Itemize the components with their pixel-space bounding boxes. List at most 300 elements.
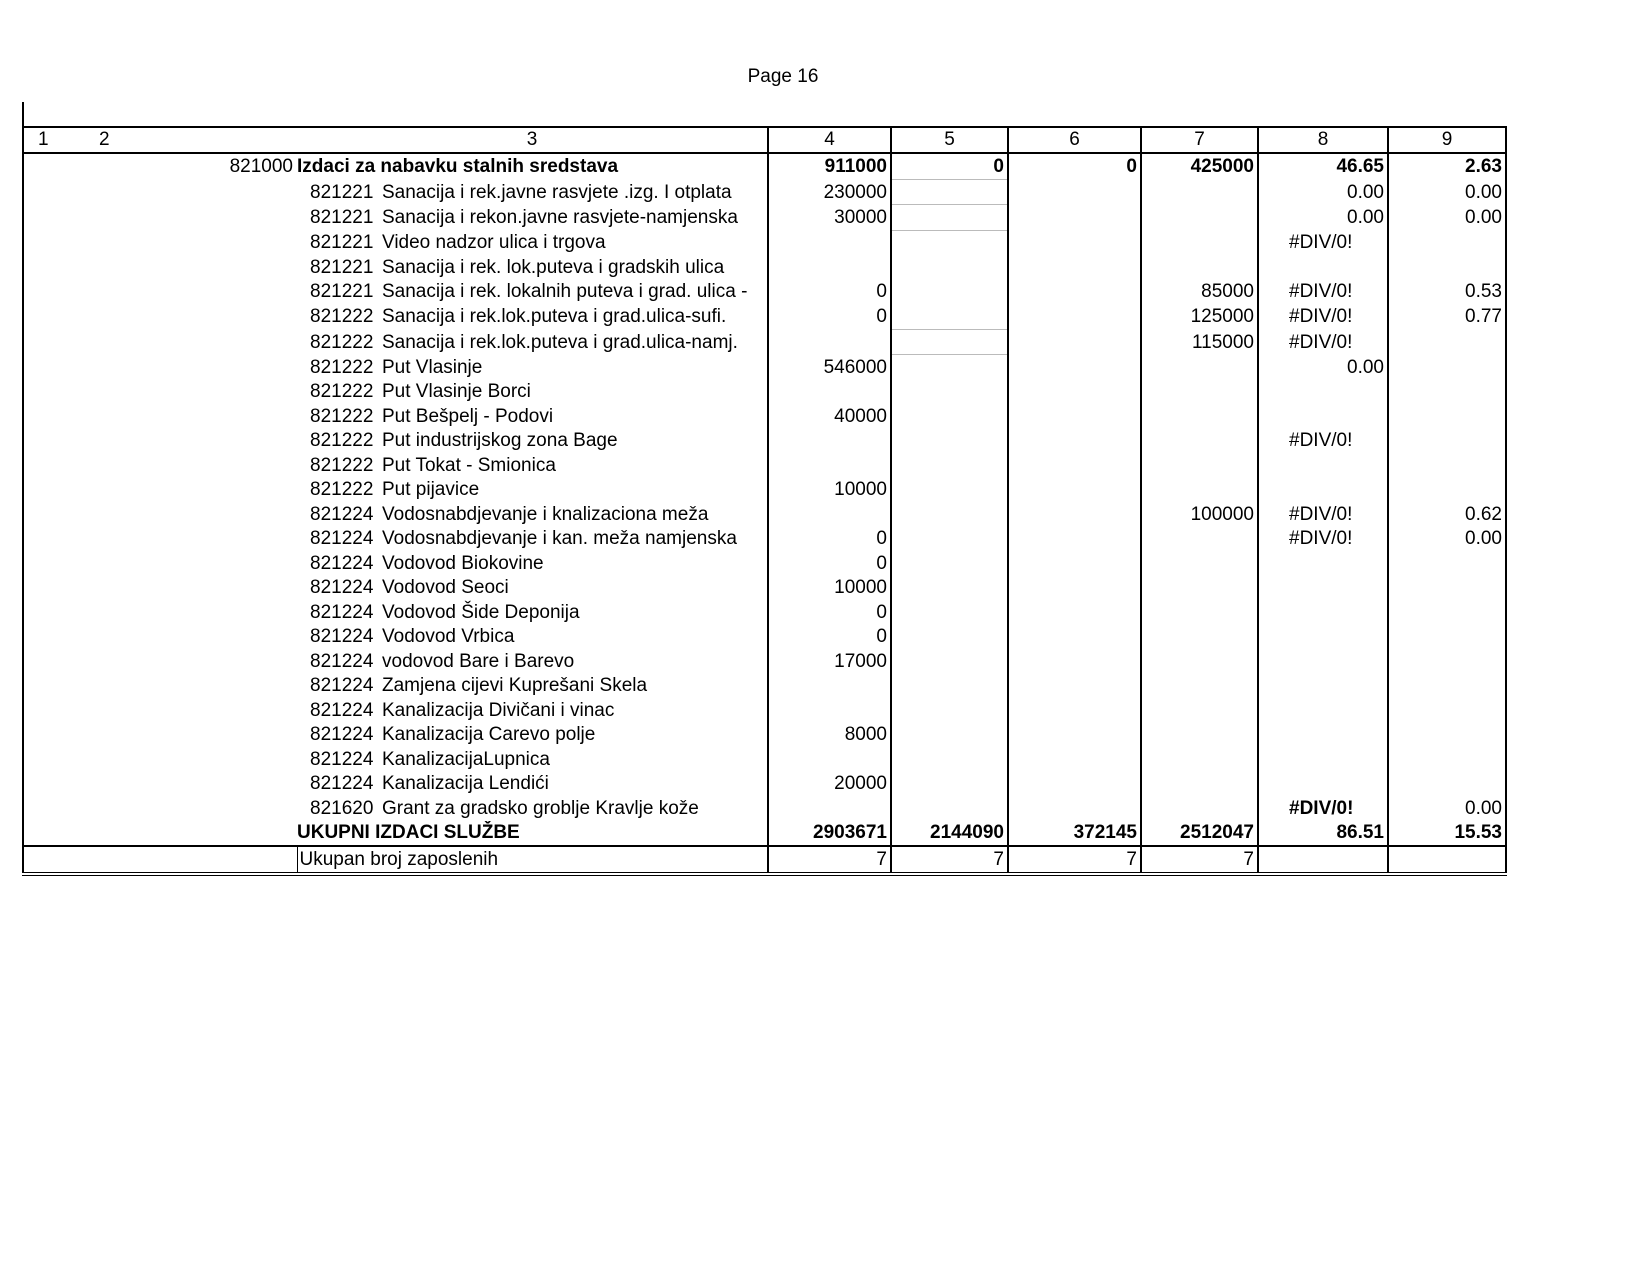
staff-col8 <box>1258 846 1388 874</box>
section-row <box>23 153 1506 179</box>
row-col4: 0 <box>768 551 891 576</box>
section-col9: 2.63 <box>1388 153 1506 179</box>
row-col8: #DIV/0! <box>1258 429 1388 454</box>
row-account-code: 821224 <box>310 748 374 770</box>
row-description <box>297 649 768 674</box>
row-label: Video nadzor ulica i trgova <box>382 232 606 253</box>
row-col9 <box>1388 747 1506 772</box>
row-col7 <box>1141 698 1258 723</box>
section-label: Izdaci za nabavku stalnih sredstava <box>297 153 768 179</box>
total-col2 <box>83 821 297 847</box>
row-label: Sanacija i rek.javne rasvjete .izg. I otplata <box>382 181 732 203</box>
row-account-code: 821224 <box>310 699 374 721</box>
row-col2 <box>83 747 297 772</box>
row-col4: 0 <box>768 304 891 329</box>
column-header-row <box>23 127 1506 153</box>
column-header-9: 9 <box>1388 127 1506 153</box>
row-col6 <box>1008 723 1141 748</box>
row-label: Sanacija i rekon.javne rasvjete-namjenska <box>382 207 738 228</box>
row-label: Put Vlasinje <box>382 356 483 378</box>
row-col8: #DIV/0! <box>1258 527 1388 552</box>
row-description <box>297 205 768 231</box>
row-col9: 0.00 <box>1388 205 1506 231</box>
row-col8 <box>1258 649 1388 674</box>
row-col9 <box>1388 329 1506 355</box>
row-col6 <box>1008 453 1141 478</box>
row-col4: 10000 <box>768 478 891 503</box>
table-row <box>23 625 1506 650</box>
row-col7: 125000 <box>1141 304 1258 329</box>
staff-col7: 7 <box>1141 846 1258 874</box>
table-row <box>23 674 1506 699</box>
row-col1 <box>23 772 83 797</box>
row-description <box>297 551 768 576</box>
row-account-code: 821222 <box>310 356 374 378</box>
row-description <box>297 404 768 429</box>
row-description <box>297 478 768 503</box>
row-col8 <box>1258 453 1388 478</box>
row-col4 <box>768 698 891 723</box>
table-row <box>23 280 1506 305</box>
row-label: Sanacija i rek. lokalnih puteva i grad. ulica - <box>382 281 748 302</box>
row-description <box>297 453 768 478</box>
row-description <box>297 429 768 454</box>
row-col6 <box>1008 478 1141 503</box>
row-account-code: 821222 <box>310 331 374 353</box>
section-col5: 0 <box>891 153 1008 179</box>
table-row <box>23 304 1506 329</box>
table-row <box>23 404 1506 429</box>
row-description <box>297 502 768 527</box>
row-col1 <box>23 478 83 503</box>
row-col1 <box>23 280 83 305</box>
row-col2 <box>83 404 297 429</box>
row-col5 <box>891 429 1008 454</box>
row-col6 <box>1008 527 1141 552</box>
row-col9 <box>1388 772 1506 797</box>
row-col6 <box>1008 355 1141 380</box>
row-col1 <box>23 698 83 723</box>
row-col4: 8000 <box>768 723 891 748</box>
row-col5 <box>891 205 1008 231</box>
row-col6 <box>1008 674 1141 699</box>
row-account-code: 821224 <box>310 626 374 647</box>
row-col5 <box>891 380 1008 405</box>
row-label: Kanalizacija Lendići <box>382 773 549 794</box>
row-col1 <box>23 429 83 454</box>
row-col2 <box>83 179 297 205</box>
row-col7 <box>1141 625 1258 650</box>
row-col7 <box>1141 478 1258 503</box>
row-col1 <box>23 625 83 650</box>
row-col8: #DIV/0! <box>1258 304 1388 329</box>
row-col4: 0 <box>768 625 891 650</box>
row-col2 <box>83 304 297 329</box>
row-col5 <box>891 747 1008 772</box>
row-account-code: 821224 <box>310 528 374 549</box>
row-col8: #DIV/0! <box>1258 502 1388 527</box>
column-header-3: 3 <box>297 127 768 153</box>
row-col1 <box>23 205 83 231</box>
row-label: Put Vlasinje Borci <box>382 381 531 402</box>
row-col2 <box>83 723 297 748</box>
row-description <box>297 600 768 625</box>
row-col9 <box>1388 551 1506 576</box>
row-col9 <box>1388 478 1506 503</box>
row-account-code: 821224 <box>310 675 374 696</box>
row-col7: 85000 <box>1141 280 1258 305</box>
column-header-8: 8 <box>1258 127 1388 153</box>
row-col7 <box>1141 527 1258 552</box>
row-col7 <box>1141 404 1258 429</box>
total-col5: 2144090 <box>891 821 1008 847</box>
row-col6 <box>1008 502 1141 527</box>
row-col6 <box>1008 404 1141 429</box>
row-col9 <box>1388 255 1506 280</box>
row-col6 <box>1008 429 1141 454</box>
row-col8 <box>1258 576 1388 601</box>
row-account-code: 821224 <box>310 650 374 672</box>
row-col4: 0 <box>768 600 891 625</box>
row-col4: 10000 <box>768 576 891 601</box>
row-col6 <box>1008 625 1141 650</box>
row-col1 <box>23 179 83 205</box>
row-col6 <box>1008 576 1141 601</box>
staff-col6: 7 <box>1008 846 1141 874</box>
row-account-code: 821222 <box>310 405 374 427</box>
row-col5 <box>891 551 1008 576</box>
row-col9: 0.00 <box>1388 796 1506 821</box>
staff-col2 <box>83 846 297 874</box>
row-col1 <box>23 747 83 772</box>
row-label: KanalizacijaLupnica <box>382 748 550 770</box>
total-col9: 15.53 <box>1388 821 1506 847</box>
row-col9 <box>1388 576 1506 601</box>
row-col9 <box>1388 453 1506 478</box>
row-col2 <box>83 698 297 723</box>
row-col7 <box>1141 576 1258 601</box>
staff-col4: 7 <box>768 846 891 874</box>
row-col2 <box>83 429 297 454</box>
row-col1 <box>23 600 83 625</box>
section-col6: 0 <box>1008 153 1141 179</box>
row-col9: 0.77 <box>1388 304 1506 329</box>
row-account-code: 821224 <box>310 773 374 794</box>
row-col7 <box>1141 255 1258 280</box>
budget-table <box>22 126 1504 876</box>
row-col4: 0 <box>768 527 891 552</box>
row-col9 <box>1388 429 1506 454</box>
row-col6 <box>1008 329 1141 355</box>
table-row <box>23 723 1506 748</box>
row-col6 <box>1008 747 1141 772</box>
row-col9: 0.00 <box>1388 527 1506 552</box>
staff-col1 <box>23 846 83 874</box>
row-col9 <box>1388 230 1506 255</box>
staff-col5: 7 <box>891 846 1008 874</box>
row-col6 <box>1008 380 1141 405</box>
row-account-code: 821222 <box>310 306 374 327</box>
row-col5 <box>891 796 1008 821</box>
table-left-border-stub <box>22 102 24 127</box>
column-header-1: 1 <box>23 127 83 153</box>
column-header-5: 5 <box>891 127 1008 153</box>
total-col7: 2512047 <box>1141 821 1258 847</box>
row-col5 <box>891 600 1008 625</box>
table-row <box>23 205 1506 231</box>
row-col7 <box>1141 649 1258 674</box>
row-description <box>297 355 768 380</box>
row-col2 <box>83 478 297 503</box>
row-col6 <box>1008 304 1141 329</box>
row-col7 <box>1141 723 1258 748</box>
row-col5 <box>891 255 1008 280</box>
row-col1 <box>23 329 83 355</box>
row-col5 <box>891 355 1008 380</box>
row-col2 <box>83 453 297 478</box>
page-title: Page 16 <box>747 66 819 87</box>
row-col8 <box>1258 404 1388 429</box>
row-label: Put industrijskog zona Bage <box>382 430 618 451</box>
row-label: Sanacija i rek.lok.puteva i grad.ulica-sufi. <box>382 306 727 327</box>
row-col9: 0.00 <box>1388 179 1506 205</box>
row-col9 <box>1388 649 1506 674</box>
row-col2 <box>83 502 297 527</box>
total-label: UKUPNI IZDACI SLUŽBE <box>297 821 768 847</box>
table-row <box>23 551 1506 576</box>
row-label: Put Bešpelj - Podovi <box>382 405 554 427</box>
row-col5 <box>891 304 1008 329</box>
total-col1 <box>23 821 83 847</box>
row-col7 <box>1141 796 1258 821</box>
row-col4: 20000 <box>768 772 891 797</box>
row-col1 <box>23 649 83 674</box>
row-col1 <box>23 355 83 380</box>
row-account-code: 821221 <box>310 232 374 253</box>
row-label: Put pijavice <box>382 479 480 500</box>
row-label: Sanacija i rek.lok.puteva i grad.ulica-namj. <box>382 331 738 353</box>
row-col6 <box>1008 649 1141 674</box>
row-col8 <box>1258 747 1388 772</box>
staff-count-row <box>23 846 1506 874</box>
row-description <box>297 625 768 650</box>
row-col8: 0.00 <box>1258 205 1388 231</box>
table-row <box>23 527 1506 552</box>
row-col8: #DIV/0! <box>1258 329 1388 355</box>
table-row <box>23 600 1506 625</box>
row-description <box>297 255 768 280</box>
row-description <box>297 179 768 205</box>
table-row <box>23 576 1506 601</box>
table-row <box>23 698 1506 723</box>
row-col8 <box>1258 380 1388 405</box>
row-col7 <box>1141 674 1258 699</box>
row-col2 <box>83 796 297 821</box>
row-col7: 115000 <box>1141 329 1258 355</box>
table-row <box>23 502 1506 527</box>
row-col2 <box>83 772 297 797</box>
table-row <box>23 355 1506 380</box>
row-col5 <box>891 674 1008 699</box>
row-label: Vodovod Šide Deponija <box>382 601 580 623</box>
row-account-code: 821222 <box>310 381 374 402</box>
row-col2 <box>83 255 297 280</box>
row-col5 <box>891 723 1008 748</box>
row-col1 <box>23 551 83 576</box>
row-account-code: 821224 <box>310 724 374 745</box>
row-description <box>297 380 768 405</box>
table-row <box>23 747 1506 772</box>
row-col1 <box>23 453 83 478</box>
row-label: Vodosnabdjevanje i knalizaciona meža <box>382 503 709 525</box>
row-account-code: 821221 <box>310 281 374 302</box>
row-description <box>297 304 768 329</box>
row-col4: 17000 <box>768 649 891 674</box>
row-label: Zamjena cijevi Kuprešani Skela <box>382 675 648 696</box>
column-header-7: 7 <box>1141 127 1258 153</box>
row-col4 <box>768 502 891 527</box>
row-col2 <box>83 380 297 405</box>
row-col8 <box>1258 625 1388 650</box>
row-col1 <box>23 255 83 280</box>
row-col1 <box>23 502 83 527</box>
row-description <box>297 698 768 723</box>
column-header-2: 2 <box>83 127 297 153</box>
row-label: Vodovod Seoci <box>382 577 509 598</box>
row-col5 <box>891 625 1008 650</box>
row-description <box>297 329 768 355</box>
row-col7 <box>1141 551 1258 576</box>
row-col8 <box>1258 600 1388 625</box>
row-col5 <box>891 453 1008 478</box>
row-col1 <box>23 230 83 255</box>
staff-label: Ukupan broj zaposlenih <box>297 846 768 874</box>
row-label: Sanacija i rek. lok.puteva i gradskih ulica <box>382 256 725 278</box>
row-col1 <box>23 380 83 405</box>
table-row <box>23 796 1506 821</box>
row-col4 <box>768 329 891 355</box>
row-col4 <box>768 380 891 405</box>
row-col9 <box>1388 355 1506 380</box>
table-row <box>23 380 1506 405</box>
row-col9 <box>1388 600 1506 625</box>
table-row <box>23 478 1506 503</box>
table-row <box>23 649 1506 674</box>
row-col8 <box>1258 698 1388 723</box>
row-col6 <box>1008 179 1141 205</box>
section-col8: 46.65 <box>1258 153 1388 179</box>
row-col8: #DIV/0! <box>1258 230 1388 255</box>
row-col9 <box>1388 723 1506 748</box>
row-col2 <box>83 230 297 255</box>
row-account-code: 821222 <box>310 454 374 476</box>
row-label: Kanalizacija Carevo polje <box>382 724 596 745</box>
total-col6: 372145 <box>1008 821 1141 847</box>
row-col8 <box>1258 723 1388 748</box>
row-col5 <box>891 576 1008 601</box>
row-col7 <box>1141 453 1258 478</box>
row-description <box>297 747 768 772</box>
row-col5 <box>891 698 1008 723</box>
row-col7 <box>1141 230 1258 255</box>
total-col8: 86.51 <box>1258 821 1388 847</box>
row-col2 <box>83 527 297 552</box>
row-col4 <box>768 747 891 772</box>
row-col7 <box>1141 205 1258 231</box>
row-col4 <box>768 429 891 454</box>
row-col9 <box>1388 625 1506 650</box>
row-col6 <box>1008 280 1141 305</box>
row-label: Vodosnabdjevanje i kan. meža namjenska <box>382 528 737 549</box>
table-row <box>23 329 1506 355</box>
row-account-code: 821222 <box>310 430 374 451</box>
row-col8 <box>1258 478 1388 503</box>
row-col2 <box>83 600 297 625</box>
row-col8 <box>1258 255 1388 280</box>
row-col6 <box>1008 600 1141 625</box>
row-col4 <box>768 453 891 478</box>
row-col7 <box>1141 179 1258 205</box>
row-col1 <box>23 576 83 601</box>
row-col7 <box>1141 600 1258 625</box>
row-col5 <box>891 329 1008 355</box>
row-account-code: 821221 <box>310 207 374 228</box>
row-col6 <box>1008 230 1141 255</box>
row-description <box>297 576 768 601</box>
row-col8 <box>1258 551 1388 576</box>
row-col6 <box>1008 551 1141 576</box>
row-label: Vodovod Biokovine <box>382 552 544 574</box>
row-col6 <box>1008 796 1141 821</box>
row-col2 <box>83 280 297 305</box>
row-col5 <box>891 502 1008 527</box>
row-col2 <box>83 205 297 231</box>
row-col4 <box>768 796 891 821</box>
row-account-code: 821224 <box>310 601 374 623</box>
row-col5 <box>891 649 1008 674</box>
row-col7: 100000 <box>1141 502 1258 527</box>
row-col1 <box>23 796 83 821</box>
row-col8: #DIV/0! <box>1258 796 1388 821</box>
total-row <box>23 821 1506 847</box>
row-col9 <box>1388 380 1506 405</box>
table-row <box>23 429 1506 454</box>
row-description <box>297 280 768 305</box>
row-col9 <box>1388 674 1506 699</box>
row-col5 <box>891 230 1008 255</box>
table-row <box>23 453 1506 478</box>
row-col4: 0 <box>768 280 891 305</box>
staff-col9 <box>1388 846 1506 874</box>
row-col2 <box>83 625 297 650</box>
row-account-code: 821221 <box>310 256 374 278</box>
row-col8: 0.00 <box>1258 179 1388 205</box>
row-col5 <box>891 478 1008 503</box>
table-row <box>23 230 1506 255</box>
row-col8: #DIV/0! <box>1258 280 1388 305</box>
row-col2 <box>83 551 297 576</box>
row-col9: 0.53 <box>1388 280 1506 305</box>
row-description <box>297 527 768 552</box>
row-col2 <box>83 649 297 674</box>
row-col6 <box>1008 205 1141 231</box>
row-col6 <box>1008 698 1141 723</box>
row-col7 <box>1141 772 1258 797</box>
table-row <box>23 772 1506 797</box>
row-col4 <box>768 674 891 699</box>
row-col4 <box>768 230 891 255</box>
row-col7 <box>1141 355 1258 380</box>
